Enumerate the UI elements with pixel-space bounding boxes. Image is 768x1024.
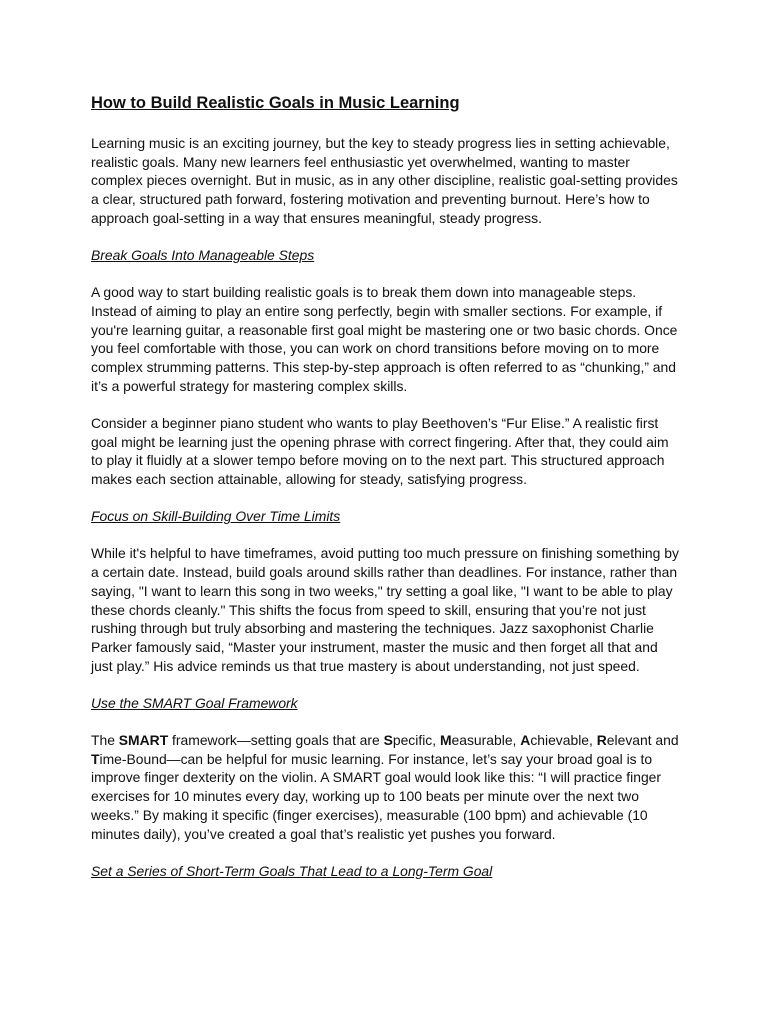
smart-text: framework—setting goals that are: [168, 732, 384, 749]
paragraph-chunking: A good way to start building realistic goals is to break them down into manageable steps. Instead of aiming to play an entire song perfectly, begin with smaller sections. For example, if you're learning guitar, a reasonable first goal might be mastering one or two basic chords. Once you feel comfortable with those, you can work on chord transitions before moving on to more complex strumming patterns. This step-by-step approach is often referred to as “chunking,” and it’s a powerful strategy for mastering complex skills.: [91, 284, 678, 394]
section-heading-smart: Use the SMART Goal Framework: [91, 694, 298, 711]
smart-text: elevant and: [606, 732, 679, 749]
smart-letter-a: A: [520, 732, 531, 749]
smart-text: ime-Bound—can be helpful for music learning. For instance, let’s say your broad goal is to improve finger dexterity on the violin. A SMART goal would look like this: “I will practice finger exercises for 10 minutes every day, working up to 100 beats per minute over the next two weeks.” By making it specific (finger exercises), measurable (100 bpm) and achievable (10 minutes daily), you’ve created a goal that’s realistic yet pushes you forward.: [91, 750, 662, 842]
smart-text: The: [91, 732, 119, 749]
smart-text: pecific,: [392, 732, 440, 749]
section-heading-short-term-goals: Set a Series of Short-Term Goals That Lead to a Long-Term Goal: [91, 862, 493, 879]
smart-letter-r: R: [596, 732, 607, 749]
smart-letter-t: T: [91, 750, 100, 767]
smart-letter-m: M: [439, 732, 452, 749]
section-heading-manageable-steps: Break Goals Into Manageable Steps: [91, 247, 315, 264]
intro-paragraph: Learning music is an exciting journey, but the key to steady progress lies in setting achievable, realistic goals. Many new learners feel enthusiastic yet overwhelmed, wanting to master complex pieces overnight. But in music, as in any other discipline, realistic goal-setting provides a clear, structured path forward, fostering motivation and preventing burnout. Here’s how to approach goal-setting in a way that ensures meaningful, steady progress.: [91, 135, 678, 226]
paragraph-piano-example: Consider a beginner piano student who wants to play Beethoven’s “Fur Elise.” A realistic first goal might be learning just the opening phrase with correct fingering. After that, they could aim to play it fluidly at a slower tempo before moving on to the next part. This structured approach makes each section attainable, allowing for steady, satisfying progress.: [91, 414, 669, 488]
smart-text: chievable,: [530, 732, 597, 749]
paragraph-smart: [91, 731, 683, 843]
document-title: How to Build Realistic Goals in Music Learning: [91, 94, 460, 112]
section-heading-skill-building: Focus on Skill-Building Over Time Limits: [91, 508, 341, 525]
paragraph-skill-building: While it's helpful to have timeframes, avoid putting too much pressure on finishing something by a certain date. Instead, build goals around skills rather than deadlines. For instance, rather than saying, "I want to learn this song in two weeks," try setting a goal like, "I want to be able to play these chords cleanly." This shifts the focus from speed to skill, ensuring that you’re not just rushing through but truly absorbing and mastering the techniques. Jazz saxophonist Charlie Parker famously said, “Master your instrument, master the music and then forget all that and just play.” His advice reminds us that true mastery is about understanding, not just speed.: [91, 545, 679, 674]
smart-letter-s: S: [383, 732, 393, 749]
smart-text: easurable,: [451, 732, 521, 749]
document-page: [91, 92, 683, 899]
smart-bold: SMART: [118, 732, 169, 749]
